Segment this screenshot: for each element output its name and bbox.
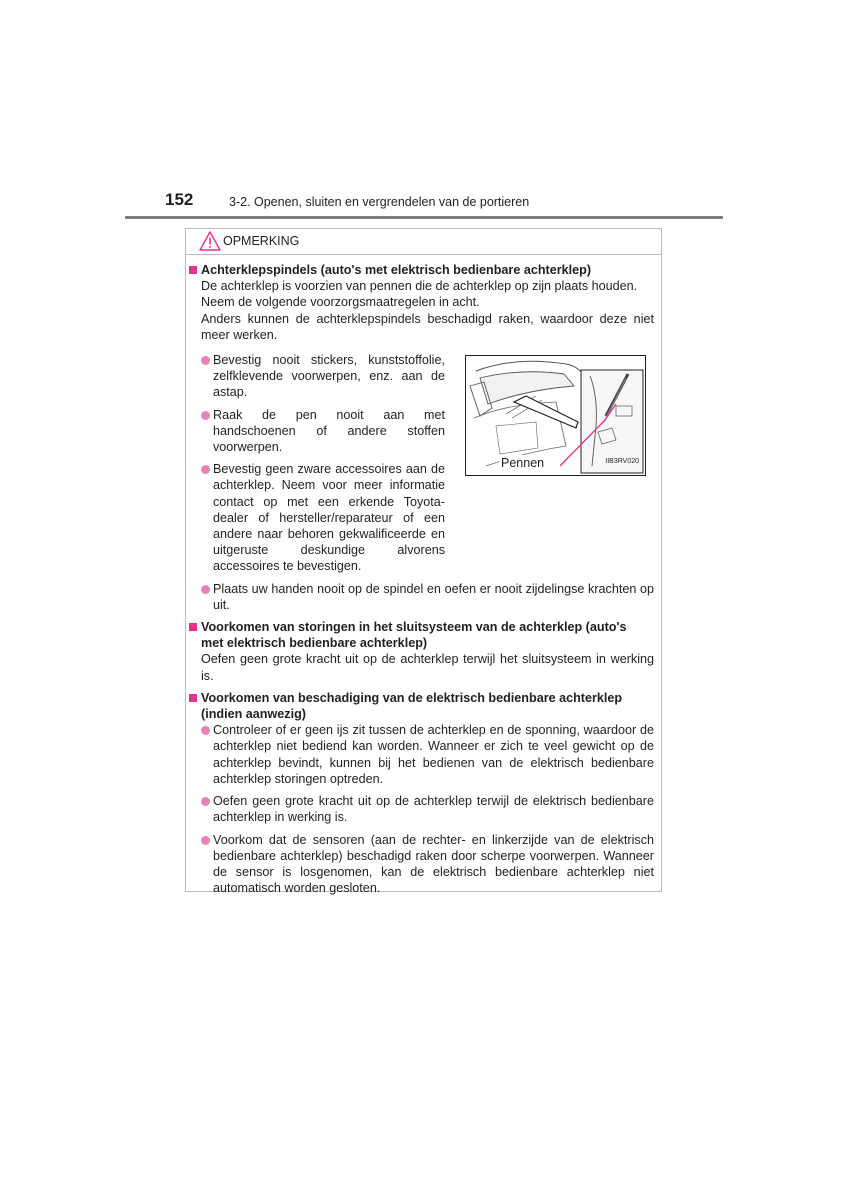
list-item bbox=[185, 793, 654, 825]
square-bullet-icon bbox=[189, 266, 197, 274]
round-bullet-icon bbox=[201, 797, 210, 806]
paragraph: Neem de volgende voorzorgsmaatregelen in acht. bbox=[201, 295, 480, 310]
list-item-text: Plaats uw handen nooit op de spindel en oefen er nooit zijdelingse krachten op uit. bbox=[213, 581, 654, 612]
section-heading-text: Voorkomen van storingen in het sluitsysteem van de achterklep (auto's met elektrisch bedienbare achterklep) bbox=[201, 620, 627, 651]
square-bullet-icon bbox=[189, 623, 197, 631]
list-item-text: Oefen geen grote kracht uit op de achterklep terwijl de elektrisch bedienbare achterklep in werking is. bbox=[213, 794, 654, 825]
notice-header bbox=[185, 228, 662, 255]
notice-content bbox=[185, 262, 662, 896]
warning-triangle-icon bbox=[199, 231, 221, 251]
list-item bbox=[185, 407, 445, 456]
list-item-text: Bevestig geen zware accessoires aan de achterklep. Neem voor meer informatie contact op met een erkende Toyota-dealer of hersteller/reparateur of een andere naar behoren gekwalificeerde en uitgeruste deskundige alvorens accessoires te bevestigen. bbox=[213, 462, 445, 574]
list-item-text: Voorkom dat de sensoren (aan de rechter- en linkerzijde van de elektrisch bedienbare achterklep) beschadigd raken door scherpe voorwerpen. Wanneer de sensor is losgenomen, kan de elektrisch bedienbare achterklep niet automatisch worden gesloten. bbox=[213, 832, 654, 896]
paragraph: De achterklep is voorzien van pennen die de achterklep op zijn plaats houden. bbox=[201, 279, 638, 294]
paragraph: Anders kunnen de achterklepspindels beschadigd raken, waardoor deze niet meer werken. bbox=[201, 311, 654, 342]
header-divider bbox=[125, 216, 723, 219]
section-heading-text: Voorkomen van beschadiging van de elektrisch bedienbare achterklep (indien aanwezig) bbox=[201, 690, 623, 722]
tailgate-stay-figure bbox=[465, 355, 646, 476]
page-number: 152 bbox=[165, 190, 194, 209]
round-bullet-icon bbox=[201, 411, 210, 420]
figure-code: IIB3RV020 bbox=[605, 457, 639, 465]
list-item-text: Bevestig nooit stickers, kunststoffolie, zelfklevende voorwerpen, enz. aan de astap. bbox=[213, 353, 445, 400]
list-item-text: Raak de pen nooit aan met handschoenen of andere stoffen voorwerpen. bbox=[213, 407, 445, 455]
round-bullet-icon bbox=[201, 726, 210, 735]
square-bullet-icon bbox=[189, 694, 197, 702]
figure-label: Pennen bbox=[501, 456, 545, 471]
section-heading bbox=[185, 619, 648, 651]
round-bullet-icon bbox=[201, 836, 210, 845]
section-title: 3-2. Openen, sluiten en vergrendelen van de portieren bbox=[229, 195, 530, 209]
bullet-column bbox=[185, 352, 453, 575]
list-item bbox=[185, 722, 654, 787]
round-bullet-icon bbox=[201, 585, 210, 594]
round-bullet-icon bbox=[201, 356, 210, 365]
list-item bbox=[185, 352, 445, 401]
section-heading bbox=[185, 690, 648, 722]
section-heading-text: Achterklepspindels (auto's met elektrisch bedienbare achterklep) bbox=[201, 263, 592, 277]
round-bullet-icon bbox=[201, 465, 210, 474]
paragraph: Oefen geen grote kracht uit op de achterklep terwijl het sluitsysteem in werking is. bbox=[201, 652, 654, 683]
list-item bbox=[185, 581, 654, 613]
bullets-with-figure bbox=[185, 352, 662, 575]
list-item-text: Controleer of er geen ijs zit tussen de achterklep en de sponning, waardoor de achterklep niet bediend kan worden. Wanneer er zich te veel gewicht op de achterklep bevindt, kunnen bij het bedienen van de elektrisch bedienbare achterklep storingen optreden. bbox=[213, 723, 654, 786]
section-heading bbox=[185, 262, 648, 278]
notice-title: OPMERKING bbox=[223, 234, 300, 248]
list-item bbox=[185, 461, 445, 574]
list-item bbox=[185, 832, 654, 897]
